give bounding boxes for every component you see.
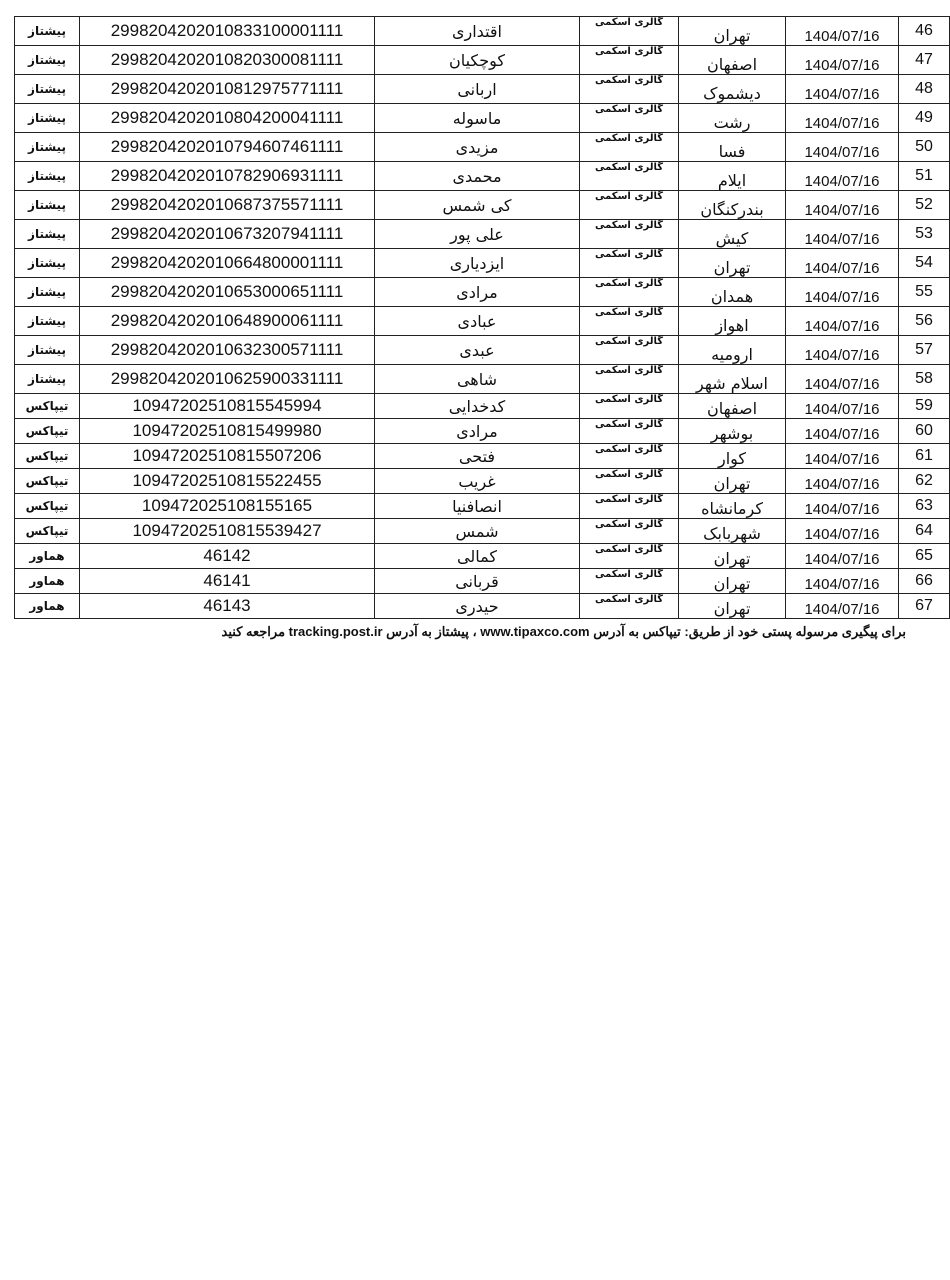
tracking-number-cell: 2998204202010782906931111 <box>80 162 375 191</box>
city-cell: تهران <box>679 544 786 569</box>
date-cell: 1404/07/16 <box>786 594 899 619</box>
date-cell: 1404/07/16 <box>786 336 899 365</box>
table-row <box>15 544 950 569</box>
carrier-cell: پیشتاز <box>15 249 80 278</box>
recipient-name-cell: مرادی <box>375 278 580 307</box>
table-row <box>15 133 950 162</box>
tracking-number-cell: 10947202510815507206 <box>80 444 375 469</box>
row-number-cell: 63 <box>899 494 950 519</box>
date-cell: 1404/07/16 <box>786 191 899 220</box>
sender-cell: گالری اسکمی <box>580 336 679 365</box>
sender-cell: گالری اسکمی <box>580 75 679 104</box>
row-number-cell: 60 <box>899 419 950 444</box>
carrier-cell: پیشتاز <box>15 46 80 75</box>
date-cell: 1404/07/16 <box>786 444 899 469</box>
carrier-cell: هماور <box>15 594 80 619</box>
recipient-name-cell: کمالی <box>375 544 580 569</box>
row-number-cell: 48 <box>899 75 950 104</box>
carrier-cell: پیشتاز <box>15 104 80 133</box>
date-cell: 1404/07/16 <box>786 494 899 519</box>
tracking-number-cell: 2998204202010632300571111 <box>80 336 375 365</box>
date-cell: 1404/07/16 <box>786 17 899 46</box>
sender-cell: گالری اسکمی <box>580 162 679 191</box>
date-cell: 1404/07/16 <box>786 307 899 336</box>
table-row <box>15 444 950 469</box>
city-cell: همدان <box>679 278 786 307</box>
date-cell: 1404/07/16 <box>786 249 899 278</box>
recipient-name-cell: محمدی <box>375 162 580 191</box>
city-cell: اسلام شهر <box>679 365 786 394</box>
date-cell: 1404/07/16 <box>786 278 899 307</box>
tracking-number-cell: 10947202510815499980 <box>80 419 375 444</box>
tracking-instructions: برای پیگیری مرسوله پستی خود از طریق: تیپاکس به آدرس www.tipaxco.com ، پیشتاز به آدرس tracking.post.ir مراجعه کنید <box>221 624 906 639</box>
date-cell: 1404/07/16 <box>786 569 899 594</box>
row-number-cell: 67 <box>899 594 950 619</box>
city-cell: تهران <box>679 17 786 46</box>
sender-cell: گالری اسکمی <box>580 419 679 444</box>
sender-cell: گالری اسکمی <box>580 469 679 494</box>
sender-cell: گالری اسکمی <box>580 133 679 162</box>
city-cell: فسا <box>679 133 786 162</box>
carrier-cell: پیشتاز <box>15 162 80 191</box>
row-number-cell: 66 <box>899 569 950 594</box>
row-number-cell: 64 <box>899 519 950 544</box>
date-cell: 1404/07/16 <box>786 544 899 569</box>
date-cell: 1404/07/16 <box>786 365 899 394</box>
sender-cell: گالری اسکمی <box>580 220 679 249</box>
row-number-cell: 61 <box>899 444 950 469</box>
carrier-cell: پیشتاز <box>15 133 80 162</box>
city-cell: تهران <box>679 569 786 594</box>
row-number-cell: 62 <box>899 469 950 494</box>
tracking-number-cell: 2998204202010664800001111 <box>80 249 375 278</box>
table-row <box>15 162 950 191</box>
table-row <box>15 365 950 394</box>
recipient-name-cell: ماسوله <box>375 104 580 133</box>
tracking-number-cell: 10947202510815539427 <box>80 519 375 544</box>
carrier-cell: پیشتاز <box>15 365 80 394</box>
sender-cell: گالری اسکمی <box>580 444 679 469</box>
tracking-number-cell: 2998204202010794607461111 <box>80 133 375 162</box>
tracking-number-cell: 10947202510815522455 <box>80 469 375 494</box>
city-cell: ایلام <box>679 162 786 191</box>
carrier-cell: پیشتاز <box>15 278 80 307</box>
city-cell: کرمانشاه <box>679 494 786 519</box>
table-row <box>15 394 950 419</box>
row-number-cell: 53 <box>899 220 950 249</box>
recipient-name-cell: انصافنیا <box>375 494 580 519</box>
table-row <box>15 46 950 75</box>
city-cell: اصفهان <box>679 394 786 419</box>
recipient-name-cell: غریب <box>375 469 580 494</box>
recipient-name-cell: ایزدیاری <box>375 249 580 278</box>
carrier-cell: تیپاکس <box>15 519 80 544</box>
tracking-number-cell: 10947202510815545994 <box>80 394 375 419</box>
row-number-cell: 58 <box>899 365 950 394</box>
row-number-cell: 55 <box>899 278 950 307</box>
table-row <box>15 494 950 519</box>
carrier-cell: تیپاکس <box>15 494 80 519</box>
date-cell: 1404/07/16 <box>786 220 899 249</box>
city-cell: تهران <box>679 249 786 278</box>
sender-cell: گالری اسکمی <box>580 17 679 46</box>
recipient-name-cell: مرادی <box>375 419 580 444</box>
sender-cell: گالری اسکمی <box>580 249 679 278</box>
table-row <box>15 336 950 365</box>
recipient-name-cell: حیدری <box>375 594 580 619</box>
city-cell: بندرکنگان <box>679 191 786 220</box>
city-cell: ارومیه <box>679 336 786 365</box>
city-cell: کیش <box>679 220 786 249</box>
city-cell: شهربابک <box>679 519 786 544</box>
sender-cell: گالری اسکمی <box>580 494 679 519</box>
row-number-cell: 47 <box>899 46 950 75</box>
recipient-name-cell: فتحی <box>375 444 580 469</box>
tracking-number-cell: 2998204202010804200041111 <box>80 104 375 133</box>
table-row <box>15 594 950 619</box>
row-number-cell: 57 <box>899 336 950 365</box>
sender-cell: گالری اسکمی <box>580 46 679 75</box>
city-cell: رشت <box>679 104 786 133</box>
table-row <box>15 104 950 133</box>
city-cell: اهواز <box>679 307 786 336</box>
date-cell: 1404/07/16 <box>786 46 899 75</box>
row-number-cell: 59 <box>899 394 950 419</box>
sender-cell: گالری اسکمی <box>580 104 679 133</box>
table-row <box>15 191 950 220</box>
date-cell: 1404/07/16 <box>786 394 899 419</box>
shipment-table <box>14 16 950 619</box>
city-cell: تهران <box>679 469 786 494</box>
table-row <box>15 569 950 594</box>
sender-cell: گالری اسکمی <box>580 307 679 336</box>
city-cell: بوشهر <box>679 419 786 444</box>
recipient-name-cell: عبادی <box>375 307 580 336</box>
date-cell: 1404/07/16 <box>786 104 899 133</box>
table-row <box>15 17 950 46</box>
carrier-cell: پیشتاز <box>15 220 80 249</box>
row-number-cell: 49 <box>899 104 950 133</box>
date-cell: 1404/07/16 <box>786 133 899 162</box>
sender-cell: گالری اسکمی <box>580 594 679 619</box>
carrier-cell: پیشتاز <box>15 191 80 220</box>
carrier-cell: هماور <box>15 544 80 569</box>
recipient-name-cell: کی شمس <box>375 191 580 220</box>
tracking-number-cell: 2998204202010687375571111 <box>80 191 375 220</box>
row-number-cell: 51 <box>899 162 950 191</box>
date-cell: 1404/07/16 <box>786 162 899 191</box>
carrier-cell: تیپاکس <box>15 444 80 469</box>
tracking-number-cell: 46143 <box>80 594 375 619</box>
sender-cell: گالری اسکمی <box>580 544 679 569</box>
table-row <box>15 75 950 104</box>
carrier-cell: پیشتاز <box>15 17 80 46</box>
date-cell: 1404/07/16 <box>786 519 899 544</box>
table-row <box>15 307 950 336</box>
tracking-number-cell: 2998204202010673207941111 <box>80 220 375 249</box>
carrier-cell: پیشتاز <box>15 75 80 104</box>
shipment-table-body <box>15 17 950 619</box>
tracking-number-cell: 46141 <box>80 569 375 594</box>
carrier-cell: پیشتاز <box>15 307 80 336</box>
recipient-name-cell: کدخدایی <box>375 394 580 419</box>
sender-cell: گالری اسکمی <box>580 569 679 594</box>
row-number-cell: 50 <box>899 133 950 162</box>
row-number-cell: 65 <box>899 544 950 569</box>
row-number-cell: 54 <box>899 249 950 278</box>
table-row <box>15 278 950 307</box>
city-cell: اصفهان <box>679 46 786 75</box>
city-cell: دیشموک <box>679 75 786 104</box>
recipient-name-cell: شمس <box>375 519 580 544</box>
city-cell: تهران <box>679 594 786 619</box>
table-row <box>15 220 950 249</box>
sender-cell: گالری اسکمی <box>580 394 679 419</box>
carrier-cell: پیشتاز <box>15 336 80 365</box>
carrier-cell: تیپاکس <box>15 469 80 494</box>
table-row <box>15 249 950 278</box>
date-cell: 1404/07/16 <box>786 75 899 104</box>
date-cell: 1404/07/16 <box>786 469 899 494</box>
sender-cell: گالری اسکمی <box>580 519 679 544</box>
tracking-number-cell: 109472025108155165 <box>80 494 375 519</box>
tracking-number-cell: 2998204202010833100001111 <box>80 17 375 46</box>
tracking-number-cell: 2998204202010648900061111 <box>80 307 375 336</box>
recipient-name-cell: مزیدی <box>375 133 580 162</box>
sender-cell: گالری اسکمی <box>580 278 679 307</box>
table-row <box>15 419 950 444</box>
table-row <box>15 519 950 544</box>
recipient-name-cell: شاهی <box>375 365 580 394</box>
recipient-name-cell: اربانی <box>375 75 580 104</box>
row-number-cell: 52 <box>899 191 950 220</box>
carrier-cell: تیپاکس <box>15 394 80 419</box>
tracking-number-cell: 2998204202010653000651111 <box>80 278 375 307</box>
city-cell: کوار <box>679 444 786 469</box>
row-number-cell: 46 <box>899 17 950 46</box>
recipient-name-cell: عبدی <box>375 336 580 365</box>
recipient-name-cell: کوچکیان <box>375 46 580 75</box>
recipient-name-cell: اقتداری <box>375 17 580 46</box>
tracking-number-cell: 2998204202010820300081111 <box>80 46 375 75</box>
tracking-number-cell: 2998204202010625900331111 <box>80 365 375 394</box>
tracking-number-cell: 2998204202010812975771111 <box>80 75 375 104</box>
carrier-cell: تیپاکس <box>15 419 80 444</box>
sender-cell: گالری اسکمی <box>580 191 679 220</box>
carrier-cell: هماور <box>15 569 80 594</box>
sender-cell: گالری اسکمی <box>580 365 679 394</box>
tracking-number-cell: 46142 <box>80 544 375 569</box>
date-cell: 1404/07/16 <box>786 419 899 444</box>
row-number-cell: 56 <box>899 307 950 336</box>
recipient-name-cell: علی پور <box>375 220 580 249</box>
recipient-name-cell: قربانی <box>375 569 580 594</box>
table-row <box>15 469 950 494</box>
